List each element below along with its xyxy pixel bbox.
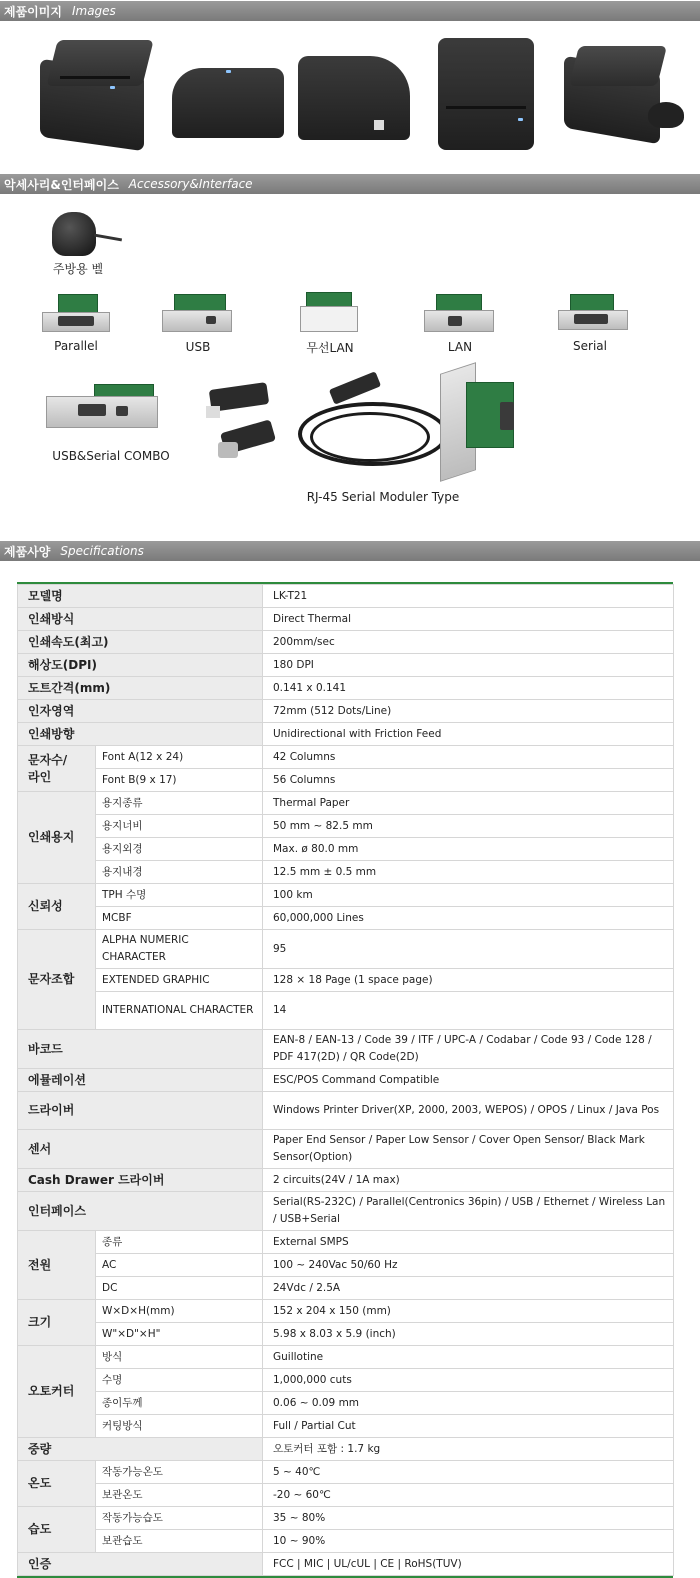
printer-image-side-right — [296, 48, 414, 144]
spec-sublabel: MCBF — [96, 907, 263, 930]
spec-label: 인쇄속도(최고) — [18, 631, 263, 654]
table-row — [18, 1030, 674, 1069]
spec-label: 드라이버 — [18, 1092, 263, 1130]
spec-label: 전원 — [18, 1231, 96, 1300]
table-row — [18, 1530, 674, 1553]
table-row — [18, 1069, 674, 1092]
section-header-specs — [0, 541, 700, 561]
usb-card-image — [160, 292, 234, 336]
bell-icon — [648, 102, 684, 128]
section-title-en: Images — [71, 4, 116, 18]
spec-sublabel: 용지외경 — [96, 838, 263, 861]
spec-label: 인쇄용지 — [18, 792, 96, 884]
spec-value: 56 Columns — [263, 769, 674, 792]
spec-value: 100 km — [263, 884, 674, 907]
table-row — [18, 700, 674, 723]
spec-value: Paper End Sensor / Paper Low Sensor / Cover Open Sensor/ Black Mark Sensor(Option) — [263, 1130, 674, 1169]
spec-value: 10 ~ 90% — [263, 1530, 674, 1553]
rj45-serial-module-label: RJ-45 Serial Moduler Type — [306, 490, 460, 504]
table-row — [18, 1438, 674, 1461]
spec-sublabel: INTERNATIONAL CHARACTER — [96, 992, 263, 1030]
table-row — [18, 1346, 674, 1369]
spec-label: 중량 — [18, 1438, 263, 1461]
spec-sublabel: 작동가능습도 — [96, 1507, 263, 1530]
spec-sublabel: EXTENDED GRAPHIC — [96, 969, 263, 992]
parallel-card-image — [40, 292, 112, 336]
spec-sublabel: ALPHA NUMERIC CHARACTER — [96, 930, 263, 969]
serial-label: Serial — [573, 339, 607, 353]
spec-value: EAN-8 / EAN-13 / Code 39 / ITF / UPC-A / Codabar / Code 93 / Code 128 / PDF 417(2D) / QR Code(2D) — [263, 1030, 674, 1069]
table-row — [18, 746, 674, 769]
spec-sublabel: 용지종류 — [96, 792, 263, 815]
spec-value: ESC/POS Command Compatible — [263, 1069, 674, 1092]
spec-label: 오토커터 — [18, 1346, 96, 1438]
spec-label: 인자영역 — [18, 700, 263, 723]
table-row — [18, 969, 674, 992]
section-title-ko: 제품이미지 — [4, 4, 62, 19]
printer-image-with-bell — [562, 44, 686, 146]
spec-label: 바코드 — [18, 1030, 263, 1069]
spec-table — [17, 584, 674, 1576]
spec-value: 2 circuits(24V / 1A max) — [263, 1169, 674, 1192]
table-row — [18, 1553, 674, 1576]
table-row — [18, 1277, 674, 1300]
spec-value: 152 x 204 x 150 (mm) — [263, 1300, 674, 1323]
spec-label: 습도 — [18, 1507, 96, 1553]
spec-sublabel: Font B(9 x 17) — [96, 769, 263, 792]
spec-label: 모델명 — [18, 585, 263, 608]
spec-label: 해상도(DPI) — [18, 654, 263, 677]
spec-value: 100 ~ 240Vac 50/60 Hz — [263, 1254, 674, 1277]
lan-card-image — [422, 292, 496, 336]
rj45-serial-adapter-image — [202, 382, 280, 466]
spec-label: 인쇄방식 — [18, 608, 263, 631]
spec-value: 50 mm ~ 82.5 mm — [263, 815, 674, 838]
spec-value: Direct Thermal — [263, 608, 674, 631]
spec-value: 42 Columns — [263, 746, 674, 769]
spec-label: 온도 — [18, 1461, 96, 1507]
spec-value: Serial(RS-232C) / Parallel(Centronics 36pin) / USB / Ethernet / Wireless Lan / USB+Serial — [263, 1192, 674, 1231]
table-row — [18, 1461, 674, 1484]
usb-serial-combo-label: USB&Serial COMBO — [52, 449, 170, 463]
spec-value: Windows Printer Driver(XP, 2000, 2003, WEPOS) / OPOS / Linux / Java Pos — [263, 1092, 674, 1130]
section-header-accessory — [0, 174, 700, 194]
spec-table-container — [17, 582, 673, 1578]
table-row — [18, 861, 674, 884]
spec-label: 인터페이스 — [18, 1192, 263, 1231]
table-row — [18, 1092, 674, 1130]
spec-sublabel: 수명 — [96, 1369, 263, 1392]
spec-value: Thermal Paper — [263, 792, 674, 815]
spec-value: Unidirectional with Friction Feed — [263, 723, 674, 746]
spec-value: 12.5 mm ± 0.5 mm — [263, 861, 674, 884]
spec-label: 에뮬레이션 — [18, 1069, 263, 1092]
spec-sublabel: W"×D"×H" — [96, 1323, 263, 1346]
spec-value: 128 × 18 Page (1 space page) — [263, 969, 674, 992]
table-row — [18, 992, 674, 1030]
printer-image-front-angle — [38, 36, 150, 148]
table-row — [18, 838, 674, 861]
spec-value: External SMPS — [263, 1231, 674, 1254]
spec-sublabel: 방식 — [96, 1346, 263, 1369]
serial-card-image — [556, 292, 630, 334]
spec-value: 0.141 x 0.141 — [263, 677, 674, 700]
table-row — [18, 654, 674, 677]
spec-value: 오토커터 포함 : 1.7 kg — [263, 1438, 674, 1461]
spec-value: 200mm/sec — [263, 631, 674, 654]
spec-value: 60,000,000 Lines — [263, 907, 674, 930]
lan-label: LAN — [447, 340, 473, 354]
usb-serial-combo-card-image — [44, 382, 162, 442]
table-row — [18, 608, 674, 631]
table-row — [18, 677, 674, 700]
spec-sublabel: 커팅방식 — [96, 1415, 263, 1438]
spec-sublabel: 종류 — [96, 1231, 263, 1254]
table-row — [18, 1507, 674, 1530]
spec-value: 14 — [263, 992, 674, 1030]
table-row — [18, 907, 674, 930]
section-title-ko: 악세사리&인터페이스 — [4, 177, 119, 192]
section-title-en: Specifications — [60, 544, 144, 558]
section-title-ko: 제품사양 — [4, 544, 51, 559]
spec-sublabel: 작동가능온도 — [96, 1461, 263, 1484]
spec-value: 180 DPI — [263, 654, 674, 677]
spec-label: 문자조합 — [18, 930, 96, 1030]
printer-image-front — [436, 36, 536, 152]
spec-label: 크기 — [18, 1300, 96, 1346]
spec-value: 0.06 ~ 0.09 mm — [263, 1392, 674, 1415]
spec-label: 문자수/ 라인 — [18, 746, 96, 792]
wireless-lan-label: 무선LAN — [306, 341, 354, 355]
spec-value: 24Vdc / 2.5A — [263, 1277, 674, 1300]
table-row — [18, 1130, 674, 1169]
spec-value: 5 ~ 40℃ — [263, 1461, 674, 1484]
spec-label: 도트간격(mm) — [18, 677, 263, 700]
usb-label: USB — [185, 340, 211, 354]
spec-label: 인증 — [18, 1553, 263, 1576]
table-row — [18, 792, 674, 815]
spec-sublabel: 용지내경 — [96, 861, 263, 884]
spec-value: Full / Partial Cut — [263, 1415, 674, 1438]
spec-value: 35 ~ 80% — [263, 1507, 674, 1530]
table-row — [18, 1415, 674, 1438]
table-row — [18, 1369, 674, 1392]
table-row — [18, 1323, 674, 1346]
spec-label: 센서 — [18, 1130, 263, 1169]
printer-image-side-left — [168, 48, 288, 142]
power-switch-icon — [374, 120, 384, 130]
table-row — [18, 815, 674, 838]
table-row — [18, 769, 674, 792]
spec-sublabel: DC — [96, 1277, 263, 1300]
spec-sublabel: 보관습도 — [96, 1530, 263, 1553]
table-row — [18, 884, 674, 907]
spec-value: 95 — [263, 930, 674, 969]
spec-value: 1,000,000 cuts — [263, 1369, 674, 1392]
spec-label: 인쇄방향 — [18, 723, 263, 746]
spec-sublabel: 종이두께 — [96, 1392, 263, 1415]
spec-sublabel: Font A(12 x 24) — [96, 746, 263, 769]
kitchen-bell-label: 주방용 벨 — [52, 262, 104, 276]
spec-sublabel: 용지너비 — [96, 815, 263, 838]
table-row — [18, 1484, 674, 1507]
table-row — [18, 585, 674, 608]
spec-label: 신뢰성 — [18, 884, 96, 930]
spec-sublabel: TPH 수명 — [96, 884, 263, 907]
spec-value: -20 ~ 60℃ — [263, 1484, 674, 1507]
spec-value: LK-T21 — [263, 585, 674, 608]
parallel-label: Parallel — [54, 339, 98, 353]
spec-value: Guillotine — [263, 1346, 674, 1369]
kitchen-bell-image — [48, 206, 124, 258]
wireless-lan-card-image — [298, 290, 362, 334]
spec-value: Max. ø 80.0 mm — [263, 838, 674, 861]
table-row — [18, 1254, 674, 1277]
table-row — [18, 1169, 674, 1192]
spec-value: FCC | MIC | UL/cUL | CE | RoHS(TUV) — [263, 1553, 674, 1576]
table-row — [18, 1192, 674, 1231]
spec-label: Cash Drawer 드라이버 — [18, 1169, 263, 1192]
table-row — [18, 1231, 674, 1254]
spec-sublabel: W×D×H(mm) — [96, 1300, 263, 1323]
spec-sublabel: AC — [96, 1254, 263, 1277]
rj45-serial-module-image — [290, 362, 530, 484]
spec-sublabel: 보관온도 — [96, 1484, 263, 1507]
table-row — [18, 1300, 674, 1323]
table-row — [18, 1392, 674, 1415]
spec-value: 5.98 x 8.03 x 5.9 (inch) — [263, 1323, 674, 1346]
spec-value: 72mm (512 Dots/Line) — [263, 700, 674, 723]
section-title-en: Accessory&Interface — [128, 177, 253, 191]
section-header-images — [0, 1, 700, 21]
table-row — [18, 723, 674, 746]
table-row — [18, 930, 674, 969]
table-row — [18, 631, 674, 654]
